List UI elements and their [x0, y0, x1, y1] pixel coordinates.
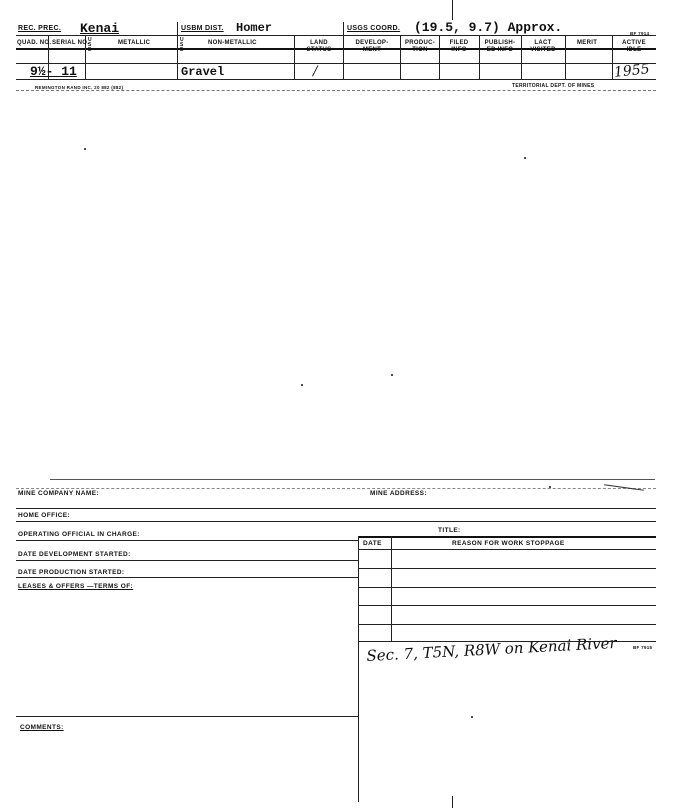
form-number-top: BF 7914	[630, 31, 650, 36]
col-land-status: LAND STATUS	[306, 40, 332, 53]
col-production: PRODUC- TION	[404, 40, 436, 53]
usbm-dist-value: Homer	[236, 21, 273, 35]
mine-address-label: MINE ADDRESS:	[370, 490, 427, 497]
col-metallic: METALLIC	[118, 40, 151, 46]
date-development-started-label: DATE DEVELOPMENT STARTED:	[18, 551, 131, 558]
col-use-metallic: U S E	[88, 37, 92, 53]
handwritten-location-note: Sec. 7, T5N, R8W on Kenai River	[366, 633, 618, 665]
title-label: TITLE:	[438, 527, 461, 534]
nonmetallic-value: Gravel	[181, 65, 225, 79]
comments-label: COMMENTS:	[20, 724, 64, 731]
active-idle-value: 1955	[613, 61, 651, 81]
col-published-info: PUBLISH- ED INFO	[484, 40, 516, 53]
usbm-dist-label: USBM DIST.	[181, 25, 224, 32]
date-col-label: DATE	[363, 540, 382, 547]
form-number-bottom: BF 7915	[633, 645, 653, 650]
col-nonmetallic: NON-METALLIC	[208, 40, 257, 46]
rec-prec-value: Kenai	[80, 21, 120, 36]
home-office-label: HOME OFFICE:	[18, 512, 71, 519]
col-merit: MERIT	[577, 40, 598, 46]
usgs-coord-value: (19.5, 9.7) Approx.	[414, 20, 563, 35]
col-quad-no: QUAD. NO.	[17, 40, 52, 46]
col-last-visited: LACT VISITED	[530, 40, 556, 53]
quad-serial-value: 9½- 11	[30, 64, 77, 79]
col-use-nonmetallic: U S E	[180, 37, 184, 53]
leases-offers-label: LEASES & OFFERS —TERMS OF:	[18, 583, 134, 590]
col-filed-info: FILED INFO	[449, 40, 469, 53]
usgs-coord-label: USGS COORD.	[347, 25, 401, 32]
date-production-started-label: DATE PRODUCTION STARTED:	[18, 569, 125, 576]
issuer-line: TERRITORIAL DEPT. OF MINES	[512, 83, 595, 89]
operating-official-label: OPERATING OFFICIAL IN CHARGE:	[18, 531, 140, 538]
rec-prec-label: REC. PREC.	[18, 25, 62, 32]
col-active-idle: ACTIVE IDLE	[622, 40, 646, 53]
land-status-mark: /	[313, 64, 318, 79]
reason-col-label: REASON FOR WORK STOPPAGE	[452, 540, 565, 547]
col-development: DEVELOP- MENT	[355, 40, 389, 53]
printer-line: REMINGTON RAND INC. 20 882 (882)	[35, 85, 124, 90]
col-serial-no: SERIAL NO.	[52, 40, 90, 46]
mine-company-name-label: MINE COMPANY NAME:	[18, 490, 99, 497]
